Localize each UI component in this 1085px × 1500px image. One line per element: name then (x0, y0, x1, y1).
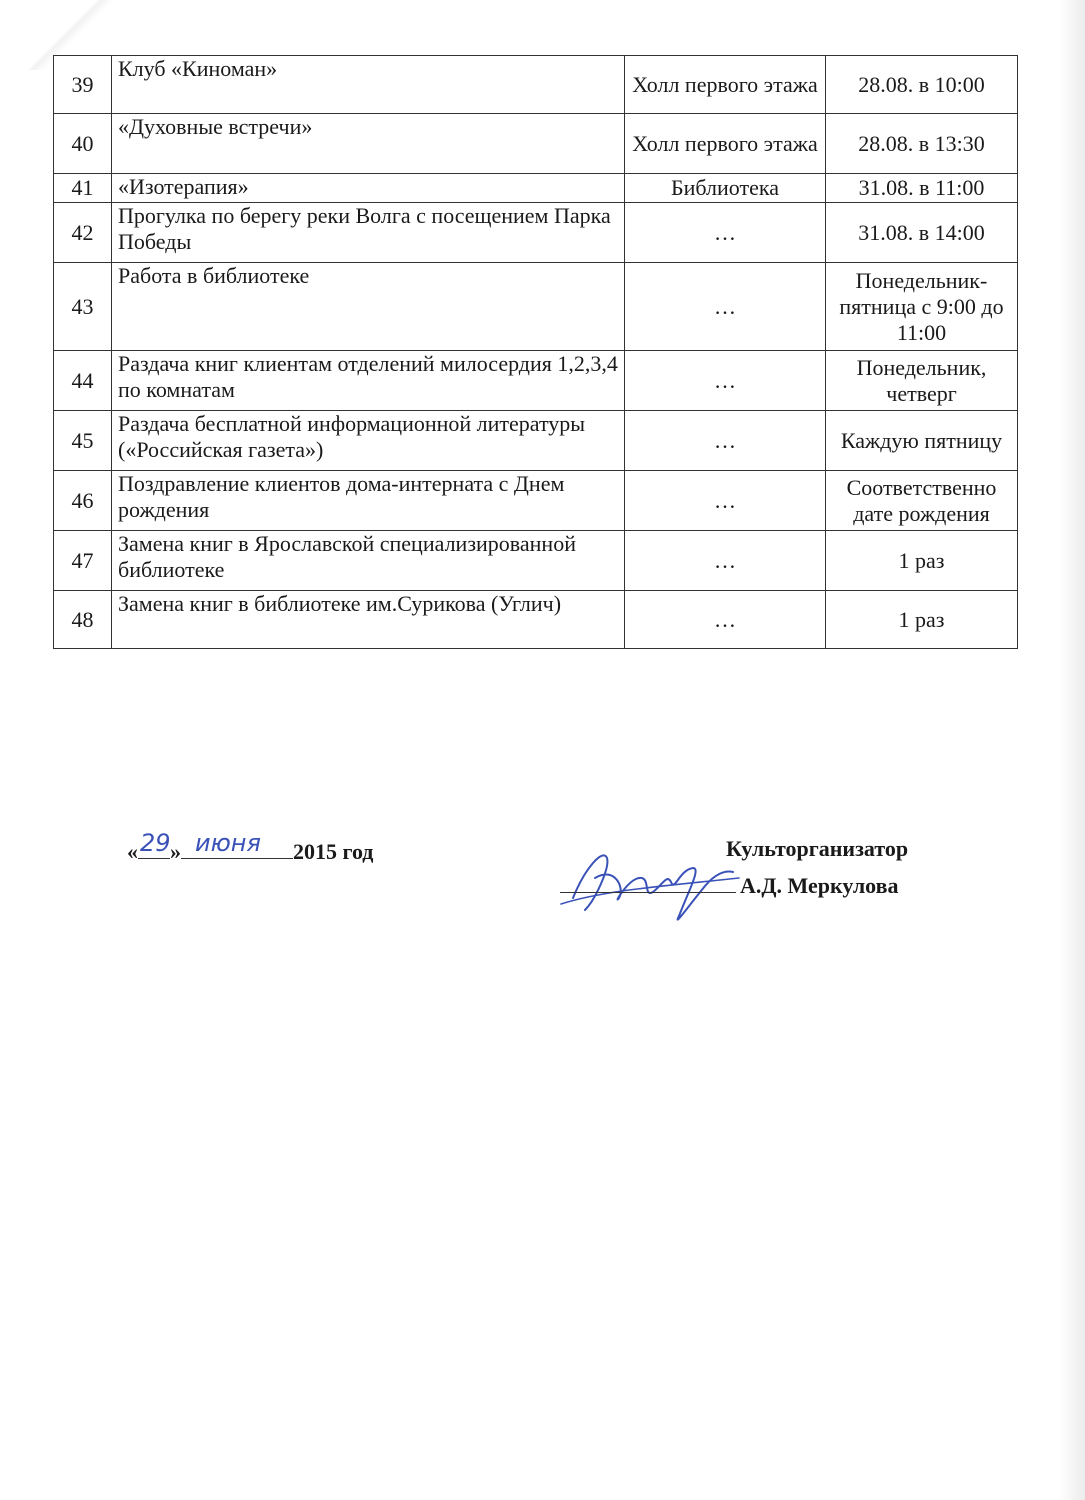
event-name: Раздача бесплатной информационной литературы («Российская газета») (112, 411, 625, 471)
table-row (54, 531, 1018, 591)
event-place: … (625, 411, 826, 471)
event-place: … (625, 351, 826, 411)
event-name: Работа в библиотеке (112, 263, 625, 351)
table-row (54, 56, 1018, 114)
date-day-handwritten: 29 (140, 829, 171, 857)
row-number: 40 (54, 114, 112, 174)
event-name: «Духовные встречи» (112, 114, 625, 174)
scan-edge (1059, 0, 1085, 1500)
table-row (54, 411, 1018, 471)
event-place: … (625, 531, 826, 591)
event-place: … (625, 203, 826, 263)
date-day-blank (138, 829, 171, 859)
event-name: Клуб «Киноман» (112, 56, 625, 114)
signer-role: Культорганизатор (726, 836, 909, 861)
event-name: Раздача книг клиентам отделений милосердия 1,2,3,4 по комнатам (112, 351, 625, 411)
event-date: 1 раз (826, 591, 1018, 649)
row-number: 44 (54, 351, 112, 411)
event-date: 31.08. в 14:00 (826, 203, 1018, 263)
event-date: Соответственно дате рождения (826, 471, 1018, 531)
table-row (54, 114, 1018, 174)
row-number: 45 (54, 411, 112, 471)
event-date: Каждую пятницу (826, 411, 1018, 471)
row-number: 39 (54, 56, 112, 114)
table-row (54, 591, 1018, 649)
event-place: … (625, 471, 826, 531)
row-number: 47 (54, 531, 112, 591)
signature-line (560, 868, 899, 899)
table-row (54, 203, 1018, 263)
event-place: Библиотека (625, 174, 826, 203)
event-place: … (625, 263, 826, 351)
date-year: 2015 год (293, 839, 374, 864)
row-number: 43 (54, 263, 112, 351)
event-place: Холл первого этажа (625, 114, 826, 174)
date-month-blank (181, 829, 293, 859)
event-name: Поздравление клиентов дома-интерната с Днем рождения (112, 471, 625, 531)
event-date: 28.08. в 10:00 (826, 56, 1018, 114)
event-place: Холл первого этажа (625, 56, 826, 114)
event-date: 1 раз (826, 531, 1018, 591)
signer-name: А.Д. Меркулова (740, 873, 899, 898)
event-date: 28.08. в 13:30 (826, 114, 1018, 174)
event-name: «Изотерапия» (112, 174, 625, 203)
row-number: 48 (54, 591, 112, 649)
schedule-table (53, 55, 1018, 649)
row-number: 42 (54, 203, 112, 263)
row-number: 46 (54, 471, 112, 531)
event-place: … (625, 591, 826, 649)
event-date: Понедельник, четверг (826, 351, 1018, 411)
event-name: Замена книг в библиотеке им.Сурикова (Углич) (112, 591, 625, 649)
event-date: 31.08. в 11:00 (826, 174, 1018, 203)
document-date (127, 829, 374, 865)
event-name: Замена книг в Ярославской специализированной библиотеке (112, 531, 625, 591)
event-date: Понедельник-пятница с 9:00 до 11:00 (826, 263, 1018, 351)
table-row (54, 263, 1018, 351)
row-number: 41 (54, 174, 112, 203)
signature-blank (560, 868, 736, 893)
event-name: Прогулка по берегу реки Волга с посещением Парка Победы (112, 203, 625, 263)
date-month-handwritten: июня (195, 829, 261, 857)
table-row (54, 174, 1018, 203)
date-quote-open: « (127, 839, 138, 864)
date-quote-close: » (170, 839, 181, 864)
table-row (54, 351, 1018, 411)
table-row (54, 471, 1018, 531)
